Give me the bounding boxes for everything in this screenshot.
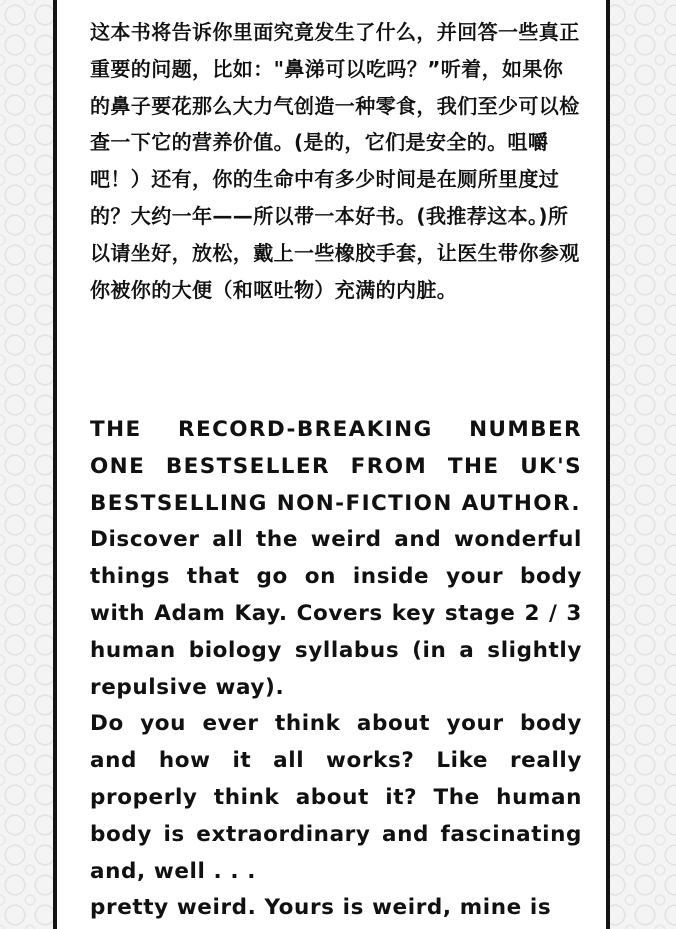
intro-paragraph: Discover all the weird and wonderful things that go on inside your body with Adam Kay. Covers key stage 2 / 3 human biology syllabus (in a slightly repulsive way). [90, 527, 582, 700]
chinese-paragraph: 这本书将告诉你里面究竟发生了什么，并回答一些真正重要的问题，比如："鼻涕可以吃吗？”听着，如果你的鼻子要花那么大力气创造一种零食，我们至少可以检查一下它的营养价值。(是的，它们是安全的。咀嚼吧！）还有，你的生命中有多少时间是在厕所里度过的？大约一年——所以带一本好书。(我推荐这本。)所以请坐好，放松，戴上一些橡胶手套，让医生带你参观你被你的大便（和呕吐物）充满的内脏。 [90, 20, 580, 302]
continuation-paragraph: pretty weird. Yours is weird, mine is [90, 895, 552, 921]
bestseller-headline: THE RECORD-BREAKING NUMBER ONE BESTSELLER FROM THE UK'S BESTSELLING NON-FICTION AUTHOR. [90, 417, 582, 516]
book-description-panel [53, 0, 610, 929]
english-description [90, 412, 582, 927]
question-paragraph: Do you ever think about your body and how it all works? Like really properly think about it? The human body is extraordinary and fascinating and, well . . . [90, 711, 582, 884]
chinese-description [90, 14, 582, 308]
